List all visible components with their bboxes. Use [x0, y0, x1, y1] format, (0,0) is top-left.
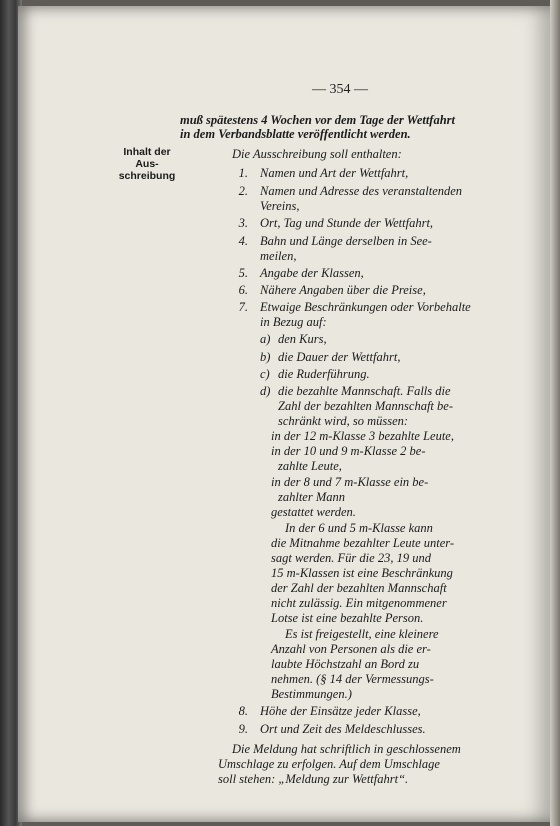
subitem-text: gestattet werden.: [271, 505, 356, 519]
subitem-text: Bestimmungen.): [271, 687, 352, 701]
subitem-label: c): [260, 367, 270, 381]
subitem-text: den Kurs,: [278, 332, 327, 346]
closing-line: Umschlage zu erfolgen. Auf dem Umschlage: [218, 757, 440, 771]
subitem-text: in der 8 und 7 m-Klasse ein be-: [271, 475, 429, 489]
item-text: Namen und Art der Wettfahrt,: [260, 166, 409, 180]
item-number: 5.: [238, 266, 248, 280]
subitem-text: zahlter Mann: [278, 490, 346, 504]
item-text: Höhe der Einsätze jeder Klasse,: [260, 704, 421, 718]
closing-line: soll stehen: „Meldung zur Wettfahrt“.: [218, 772, 409, 786]
item-text: Ort, Tag und Stunde der Wettfahrt,: [260, 216, 434, 230]
item-number: 8.: [238, 704, 248, 718]
subitem-text: nicht zulässig. Ein mitgenommener: [271, 596, 447, 610]
intro-line-2: in dem Verbandsblatte veröffentlicht werden.: [180, 127, 411, 141]
subitem-text: die Mitnahme bezahlter Leute unter-: [271, 536, 455, 550]
section-heading: Die Ausschreibung soll enthalten:: [232, 147, 402, 161]
subitem-text: nehmen. (§ 14 der Vermessungs-: [271, 672, 434, 686]
margin-note-line: Aus-: [135, 158, 159, 170]
subitem-text: schränkt wird, so müssen:: [278, 414, 409, 428]
item-number: 6.: [238, 283, 248, 297]
item-text: Angabe der Klassen,: [260, 266, 364, 280]
item-text: Namen und Adresse des veranstaltenden: [260, 184, 463, 198]
intro-line-1: muß spätestens 4 Wochen vor dem Tage der Wettfahrt: [180, 113, 456, 127]
subitem-text: Zahl der bezahlten Mannschaft be-: [278, 399, 453, 413]
subitem-text: Es ist freigestellt, eine kleinere: [285, 627, 439, 641]
closing-line: Die Meldung hat schriftlich in geschlossenem: [232, 742, 461, 756]
subitem-text: Lotse ist eine bezahlte Person.: [271, 611, 424, 625]
subitem-text: die Dauer der Wettfahrt,: [278, 350, 401, 364]
item-number: 4.: [238, 234, 248, 248]
item-text: Etwaige Beschränkungen oder Vorbehalte: [260, 300, 471, 314]
page-edge: [550, 0, 560, 826]
item-text: Nähere Angaben über die Preise,: [260, 283, 426, 297]
subitem-text: laubte Höchstzahl an Bord zu: [271, 657, 420, 671]
item-text: Bahn und Länge derselben in See-: [260, 234, 432, 248]
subitem-text: die Ruderführung.: [278, 367, 370, 381]
page-number: — 354 —: [312, 82, 368, 97]
subitem-text: der Zahl der bezahlten Mannschaft: [271, 581, 447, 595]
subitem-text: sagt werden. Für die 23, 19 und: [271, 551, 431, 565]
item-number: 7.: [238, 300, 248, 314]
item-number: 1.: [238, 166, 248, 180]
subitem-label: a): [260, 332, 271, 346]
margin-note: [116, 146, 178, 182]
item-text: meilen,: [260, 249, 297, 263]
item-text: Vereins,: [260, 199, 300, 213]
margin-note-line: Inhalt der: [123, 146, 171, 158]
item-number: 2.: [238, 184, 248, 198]
subitem-text: zahlte Leute,: [278, 459, 342, 473]
subitem-label: b): [260, 350, 271, 364]
subitem-text: in der 12 m-Klasse 3 bezahlte Leute,: [271, 429, 454, 443]
subitem-text: In der 6 und 5 m-Klasse kann: [285, 521, 433, 535]
subitem-text: 15 m-Klassen ist eine Beschränkung: [271, 566, 453, 580]
subitem-text: Anzahl von Personen als die er-: [271, 642, 431, 656]
item-number: 3.: [238, 216, 248, 230]
item-number: 9.: [238, 722, 248, 736]
subitem-text: die bezahlte Mannschaft. Falls die: [278, 384, 451, 398]
margin-note-line: schreibung: [118, 170, 176, 182]
item-text: in Bezug auf:: [260, 315, 327, 329]
item-text: Ort und Zeit des Meldeschlusses.: [260, 722, 426, 736]
subitem-label: d): [260, 384, 271, 398]
subitem-text: in der 10 und 9 m-Klasse 2 be-: [271, 444, 426, 458]
